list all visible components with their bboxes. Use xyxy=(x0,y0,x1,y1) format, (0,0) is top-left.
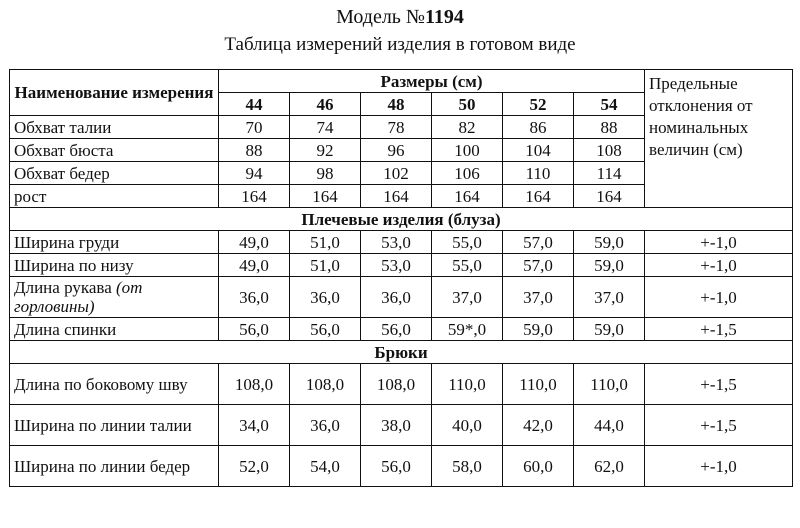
cell: 104 xyxy=(503,139,574,162)
cell: 92 xyxy=(290,139,361,162)
cell: 52,0 xyxy=(219,446,290,487)
header-deviation-cell: Предельные отклонения от номинальных величин (см) xyxy=(645,70,793,208)
page-title xyxy=(0,6,800,28)
measurements-table xyxy=(9,69,793,487)
cell: 57,0 xyxy=(503,254,574,277)
cell: 55,0 xyxy=(432,254,503,277)
cell: 164 xyxy=(503,185,574,208)
cell: 36,0 xyxy=(290,405,361,446)
cell: 51,0 xyxy=(290,254,361,277)
cell: 164 xyxy=(219,185,290,208)
cell: 55,0 xyxy=(432,231,503,254)
section-pants-title: Брюки xyxy=(10,341,793,364)
cell: 44,0 xyxy=(574,405,645,446)
deviation-cell: +-1,0 xyxy=(645,231,793,254)
section-blouse-title: Плечевые изделия (блуза) xyxy=(10,208,793,231)
section-header-row xyxy=(10,341,793,364)
cell: 59*,0 xyxy=(432,318,503,341)
table-row xyxy=(10,254,793,277)
size-54: 54 xyxy=(574,93,645,116)
cell: 56,0 xyxy=(361,318,432,341)
cell: 60,0 xyxy=(503,446,574,487)
cell: 59,0 xyxy=(574,231,645,254)
row-name: Длина спинки xyxy=(10,318,219,341)
deviation-cell: +-1,0 xyxy=(645,254,793,277)
row-name: Ширина по низу xyxy=(10,254,219,277)
row-name-text: Длина рукава xyxy=(14,278,116,297)
cell: 40,0 xyxy=(432,405,503,446)
page-subtitle: Таблица измерений изделия в готовом виде xyxy=(224,34,576,55)
deviation-cell: +-1,5 xyxy=(645,405,793,446)
row-name xyxy=(10,277,219,318)
cell: 56,0 xyxy=(290,318,361,341)
cell: 86 xyxy=(503,116,574,139)
title-prefix: Модель № xyxy=(336,6,426,28)
size-44: 44 xyxy=(219,93,290,116)
cell: 74 xyxy=(290,116,361,139)
cell: 62,0 xyxy=(574,446,645,487)
cell: 53,0 xyxy=(361,231,432,254)
cell: 164 xyxy=(574,185,645,208)
cell: 110 xyxy=(503,162,574,185)
cell: 56,0 xyxy=(361,446,432,487)
cell: 108 xyxy=(574,139,645,162)
cell: 57,0 xyxy=(503,231,574,254)
cell: 49,0 xyxy=(219,254,290,277)
table-row xyxy=(10,364,793,405)
row-name: Ширина по линии бедер xyxy=(10,446,219,487)
cell: 59,0 xyxy=(574,254,645,277)
cell: 100 xyxy=(432,139,503,162)
model-number: 1194 xyxy=(425,6,464,28)
cell: 70 xyxy=(219,116,290,139)
deviation-cell: +-1,0 xyxy=(645,446,793,487)
cell: 98 xyxy=(290,162,361,185)
cell: 102 xyxy=(361,162,432,185)
cell: 108,0 xyxy=(361,364,432,405)
table-row xyxy=(10,318,793,341)
cell: 82 xyxy=(432,116,503,139)
cell: 114 xyxy=(574,162,645,185)
cell: 49,0 xyxy=(219,231,290,254)
cell: 37,0 xyxy=(503,277,574,318)
cell: 36,0 xyxy=(290,277,361,318)
table-row xyxy=(10,231,793,254)
row-name: Обхват талии xyxy=(10,116,219,139)
cell: 59,0 xyxy=(503,318,574,341)
cell: 108,0 xyxy=(219,364,290,405)
size-46: 46 xyxy=(290,93,361,116)
row-name: Длина по боковому шву xyxy=(10,364,219,405)
header-sizes-label: Размеры (см) xyxy=(219,70,645,93)
row-name: Обхват бюста xyxy=(10,139,219,162)
cell: 110,0 xyxy=(432,364,503,405)
deviation-cell: +-1,5 xyxy=(645,364,793,405)
cell: 59,0 xyxy=(574,318,645,341)
cell: 110,0 xyxy=(503,364,574,405)
row-name-note: (от горловины) xyxy=(14,278,143,316)
cell: 36,0 xyxy=(219,277,290,318)
size-48: 48 xyxy=(361,93,432,116)
header-row-1 xyxy=(10,70,793,93)
deviation-cell: +-1,5 xyxy=(645,318,793,341)
cell: 34,0 xyxy=(219,405,290,446)
cell: 37,0 xyxy=(432,277,503,318)
header-name-cell: Наименование измерения xyxy=(10,70,219,116)
deviation-cell: +-1,0 xyxy=(645,277,793,318)
cell: 53,0 xyxy=(361,254,432,277)
row-name: рост xyxy=(10,185,219,208)
row-name: Ширина груди xyxy=(10,231,219,254)
table-row xyxy=(10,277,793,318)
cell: 110,0 xyxy=(574,364,645,405)
cell: 88 xyxy=(219,139,290,162)
row-name: Обхват бедер xyxy=(10,162,219,185)
cell: 78 xyxy=(361,116,432,139)
cell: 37,0 xyxy=(574,277,645,318)
cell: 42,0 xyxy=(503,405,574,446)
size-50: 50 xyxy=(432,93,503,116)
cell: 94 xyxy=(219,162,290,185)
row-name: Ширина по линии талии xyxy=(10,405,219,446)
cell: 54,0 xyxy=(290,446,361,487)
cell: 58,0 xyxy=(432,446,503,487)
cell: 56,0 xyxy=(219,318,290,341)
cell: 106 xyxy=(432,162,503,185)
cell: 38,0 xyxy=(361,405,432,446)
size-52: 52 xyxy=(503,93,574,116)
table-row xyxy=(10,405,793,446)
cell: 51,0 xyxy=(290,231,361,254)
cell: 108,0 xyxy=(290,364,361,405)
cell: 88 xyxy=(574,116,645,139)
table-row xyxy=(10,446,793,487)
cell: 36,0 xyxy=(361,277,432,318)
cell: 96 xyxy=(361,139,432,162)
cell: 164 xyxy=(290,185,361,208)
cell: 164 xyxy=(432,185,503,208)
section-header-row xyxy=(10,208,793,231)
cell: 164 xyxy=(361,185,432,208)
